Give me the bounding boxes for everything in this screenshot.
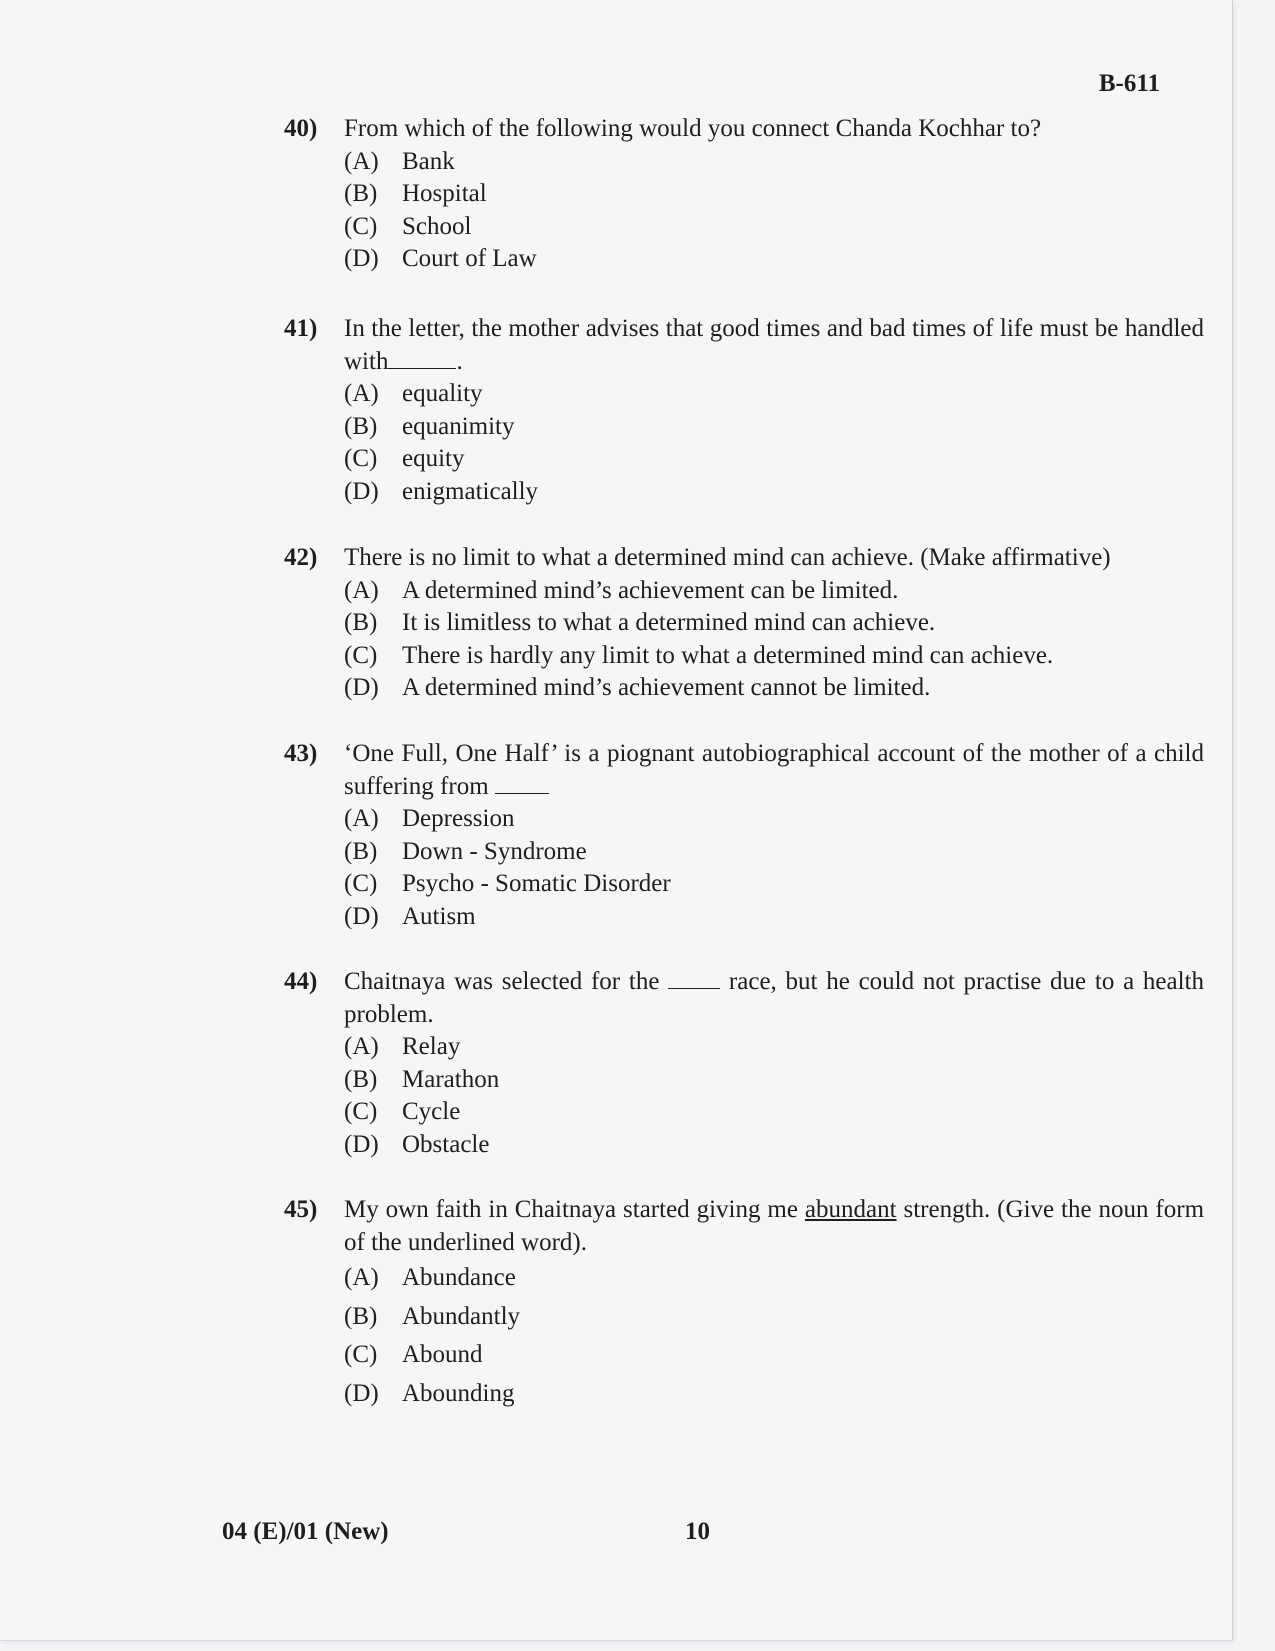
option-d [344, 243, 1204, 276]
option-letter: (D) [344, 1379, 379, 1407]
option-letter: (A) [344, 1264, 379, 1291]
option-a [344, 378, 1204, 411]
option-letter: (D) [344, 477, 379, 505]
option-text: Depression [402, 805, 515, 832]
option-text: Marathon [402, 1065, 500, 1093]
question-text-part: In the letter, the mother advises that good times and bad times of life must be handled with [344, 315, 1204, 375]
question-43 [284, 738, 1204, 933]
option-c [344, 1096, 1204, 1129]
option-letter: (C) [344, 870, 378, 897]
option-c [344, 640, 1204, 673]
option-letter: (D) [344, 674, 379, 701]
question-number: 44) [284, 968, 318, 995]
option-letter: (B) [344, 837, 378, 865]
option-letter: (A) [344, 1033, 379, 1060]
question-text-part: strength. (Give the noun form of the underlined word). [344, 1196, 1205, 1256]
option-letter: (D) [344, 902, 379, 930]
question-text-part: Chaitnaya was selected for the [344, 968, 660, 995]
option-list [344, 378, 1204, 508]
option-a [344, 1031, 1204, 1064]
option-c [344, 1336, 1204, 1375]
option-text: It is limitless to what a determined mind can achieve. [402, 609, 936, 636]
option-a [344, 803, 1204, 836]
question-text [344, 966, 1204, 1031]
option-text: Abundance [402, 1264, 516, 1291]
question-text-part: My own faith in Chaitnaya started giving me [344, 1196, 798, 1223]
option-text: Down - Syndrome [402, 837, 587, 865]
option-letter: (B) [344, 609, 378, 636]
question-text: From which of the following would you connect Chanda Kochhar to? [344, 115, 1042, 142]
option-text: Psycho - Somatic Disorder [402, 870, 671, 897]
option-a [344, 1259, 1204, 1298]
option-text: Abounding [402, 1379, 515, 1407]
question-44 [284, 966, 1204, 1161]
answer-blank [495, 771, 549, 794]
question-text-part: ‘One Full, One Half’ is a piognant autobiographical account of the mother of a child suffering from [344, 740, 1204, 800]
option-list [344, 1031, 1204, 1161]
question-41 [284, 313, 1204, 508]
option-letter: (A) [344, 147, 379, 175]
option-text: equity [402, 445, 465, 472]
page-number: 10 [685, 1518, 710, 1545]
option-b [344, 1064, 1204, 1097]
option-text: equality [402, 380, 483, 407]
option-c [344, 868, 1204, 901]
option-b [344, 178, 1204, 211]
option-text: Abundantly [402, 1302, 521, 1330]
question-number: 43) [284, 740, 318, 767]
question-number: 45) [284, 1196, 318, 1223]
option-letter: (C) [344, 641, 378, 669]
option-letter: (C) [344, 1098, 378, 1125]
option-letter: (B) [344, 1065, 378, 1093]
option-list [344, 803, 1204, 933]
option-text: Court of Law [402, 245, 537, 272]
option-text: Autism [402, 902, 476, 930]
question-text-part: race, but he could not practise due to a health problem. [344, 968, 1204, 1028]
option-text: Abound [402, 1341, 483, 1368]
option-letter: (B) [344, 412, 378, 440]
option-text: enigmatically [402, 477, 539, 505]
answer-blank [668, 966, 720, 989]
option-text: Obstacle [402, 1130, 490, 1158]
option-b [344, 411, 1204, 444]
question-text [344, 738, 1204, 803]
option-text: equanimity [402, 412, 515, 440]
option-letter: (C) [344, 1341, 378, 1368]
option-letter: (C) [344, 445, 378, 472]
question-number: 40) [284, 115, 318, 142]
option-c [344, 211, 1204, 244]
option-text: Hospital [402, 180, 487, 207]
option-d [344, 672, 1204, 705]
option-d [344, 476, 1204, 509]
question-number: 42) [284, 544, 318, 571]
option-c [344, 443, 1204, 476]
question-45 [284, 1194, 1204, 1413]
option-list [344, 575, 1204, 705]
question-number: 41) [284, 315, 318, 342]
option-letter: (A) [344, 380, 379, 407]
option-d [344, 1129, 1204, 1162]
option-text: A determined mind’s achievement cannot be limited. [402, 674, 931, 701]
question-text: There is no limit to what a determined mind can achieve. (Make affirmative) [344, 544, 1111, 571]
question-text [344, 313, 1204, 378]
footer-paper-code: 04 (E)/01 (New) [222, 1518, 389, 1545]
option-b [344, 1298, 1204, 1337]
option-text: Relay [402, 1033, 461, 1060]
option-d [344, 1375, 1204, 1414]
option-a [344, 146, 1204, 179]
option-list [344, 146, 1204, 276]
option-letter: (B) [344, 1302, 378, 1330]
question-text [344, 1194, 1204, 1259]
underlined-word: abundant [804, 1196, 897, 1223]
option-a [344, 575, 1204, 608]
option-letter: (B) [344, 180, 378, 207]
question-40 [284, 113, 1204, 276]
option-d [344, 901, 1204, 934]
option-letter: (A) [344, 805, 379, 832]
option-list [344, 1259, 1204, 1413]
question-42 [284, 542, 1204, 705]
answer-blank [388, 346, 456, 369]
option-text: School [402, 212, 472, 240]
option-letter: (C) [344, 212, 378, 240]
option-letter: (A) [344, 576, 379, 604]
question-text-part: . [456, 347, 463, 375]
option-text: There is hardly any limit to what a determined mind can achieve. [402, 641, 1054, 669]
option-text: Cycle [402, 1098, 461, 1125]
option-letter: (D) [344, 1130, 379, 1158]
option-b [344, 836, 1204, 869]
option-b [344, 607, 1204, 640]
option-text: A determined mind’s achievement can be limited. [402, 576, 899, 604]
paper-code: B-611 [1098, 70, 1160, 97]
option-text: Bank [402, 147, 455, 175]
option-letter: (D) [344, 245, 379, 272]
